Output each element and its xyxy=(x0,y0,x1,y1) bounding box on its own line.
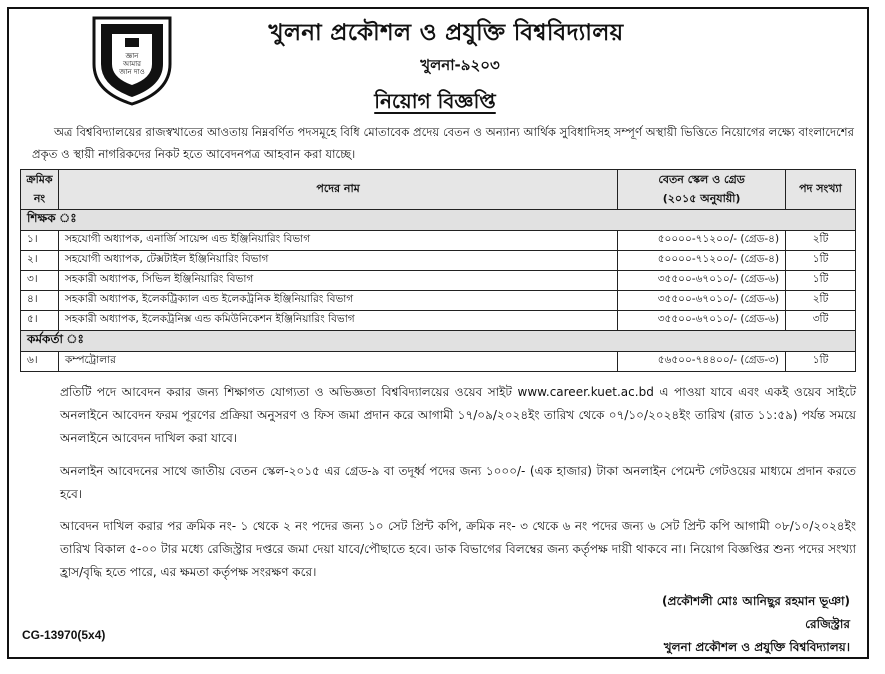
group-label-officer: কর্মকর্তা ঃ xyxy=(21,331,856,352)
header-scale xyxy=(618,170,786,210)
university-city: খুলনা-৯২০৩ xyxy=(420,56,500,74)
row-post-name: সহযোগী অধ্যাপক, এনার্জি সায়েন্স এন্ড ইঞ্জিনিয়ারিং বিভাগ xyxy=(58,231,617,251)
row-post-name: সহকারী অধ্যাপক, ইলেকট্রনিক্স এন্ড কমিউনিকেশন ইঞ্জিনিয়ারিং বিভাগ xyxy=(58,311,617,331)
row-post-count: ২টি xyxy=(786,291,856,311)
table-row xyxy=(21,291,856,311)
header-name: পদের নাম xyxy=(58,170,617,210)
header-scale-main: বেতন স্কেল ও গ্রেড xyxy=(658,172,745,186)
svg-text:জ্ঞান: জ্ঞান xyxy=(125,52,139,60)
row-post-name: সহযোগী অধ্যাপক, টেক্সটাইল ইঞ্জিনিয়ারিং বিভাগ xyxy=(58,251,617,271)
row-pay-scale: ৫০০০০-৭১২০০/- (গ্রেড-৪) xyxy=(618,251,786,271)
row-pay-scale: ৫০০০০-৭১২০০/- (গ্রেড-৪) xyxy=(618,231,786,251)
row-sl: ৫। xyxy=(21,311,59,331)
paragraph-application-info: প্রতিটি পদে আবেদন করার জন্য শিক্ষাগত যোগ্যতা ও অভিজ্ঞতা বিশ্ববিদ্যালয়ের ওয়েব সাইট www.career.kuet.ac.bd এ পাওয়া যাবে এবং একই ওয়েব সাইটে অনলাইনে আবেদন ফরম পূরণের প্রক্রিয়া অনুসরণ ও ফিস জমা প্রদান করে আগামী ১৭/০৯/২০২৪ইং তারিখ থেকে ০৭/১০/২০২৪ইং তারিখ (রাত ১১:৫৯) পর্যন্ত সময়ে অনলাইনে আবেদন দাখিল করা যাবে। xyxy=(60,385,856,445)
table-row xyxy=(21,311,856,331)
row-sl: ৪। xyxy=(21,291,59,311)
header-count: পদ সংখ্যা xyxy=(786,170,856,210)
university-logo xyxy=(88,14,176,106)
svg-text:জান দাও: জান দাও xyxy=(119,68,145,76)
svg-text:আমার: আমার xyxy=(123,60,141,68)
row-post-count: ৩টি xyxy=(786,311,856,331)
posts-table xyxy=(20,169,856,372)
row-post-count: ১টি xyxy=(786,251,856,271)
signatory-organization: খুলনা প্রকৌশল ও প্রযুক্তি বিশ্ববিদ্যালয়। xyxy=(663,640,850,654)
header-sl: ক্রমিক নং xyxy=(21,170,59,210)
row-sl: ২। xyxy=(21,251,59,271)
row-post-name: সহকারী অধ্যাপক, সিভিল ইঞ্জিনিয়ারিং বিভাগ xyxy=(58,271,617,291)
row-post-count: ১টি xyxy=(786,271,856,291)
paragraph-payment-info: অনলাইন আবেদনের সাথে জাতীয় বেতন স্কেল-২০১৫ এর গ্রেড-৯ বা তদূর্ধ্ব পদের জন্য ১০০০/- (এক হাজার) টাকা অনলাইন পেমেন্ট গেটওয়ের মাধ্যমে প্রদান করতে হবে। xyxy=(60,464,856,501)
university-name: খুলনা প্রকৌশল ও প্রযুক্তি বিশ্ববিদ্যালয় xyxy=(268,20,624,46)
row-post-name: কম্পট্রোলার xyxy=(58,352,617,372)
row-post-count: ১টি xyxy=(786,352,856,372)
row-pay-scale: ৩৫৫০০-৬৭০১০/- (গ্রেড-৬) xyxy=(618,311,786,331)
row-pay-scale: ৫৬৫০০-৭৪৪০০/- (গ্রেড-৩) xyxy=(618,352,786,372)
paragraph-submission-info: আবেদন দাখিল করার পর ক্রমিক নং- ১ থেকে ২ নং পদের জন্য ১০ সেট প্রিন্ট কপি, ক্রমিক নং- ৩ থেকে ৬ নং পদের জন্য ৬ সেট প্রিন্ট কপি আগামী ০৮/১০/২০২৪ইং তারিখ বিকাল ৫-০০ টার মধ্যে রেজিস্ট্রার দপ্তরে জমা দেয়া যাবে/পৌছাতে হবে। ডাক বিভাগের বিলম্বের জন্য কর্তৃপক্ষ দায়ী থাকবে না। নিয়োগ বিজ্ঞপ্তির শুন্য পদের সংখ্যা হ্রাস/বৃদ্ধি হতে পারে, এর ক্ষমতা কর্তৃপক্ষ সংরক্ষণ করে। xyxy=(60,519,856,579)
intro-paragraph: অত্র বিশ্ববিদ্যালয়ের রাজস্বখাতের আওতায় নিম্নবর্ণিত পদসমূহে বিধি মোতাবেক প্রদেয় বেতন ও অন্যান্য আর্থিক সুবিধাদিসহ সম্পূর্ণ অস্থায়ী ভিত্তিতে নিয়োগের লক্ষ্যে বাংলাদেশের প্রকৃত ও স্থায়ী নাগরিকদের নিকট হতে আবেদনপত্র আহবান করা যাচ্ছে। xyxy=(32,125,854,161)
row-sl: ১। xyxy=(21,231,59,251)
row-pay-scale: ৩৫৫০০-৬৭০১০/- (গ্রেড-৬) xyxy=(618,291,786,311)
row-post-name: সহকারী অধ্যাপক, ইলেকট্রিক্যাল এন্ড ইলেকট্রনিক ইঞ্জিনিয়ারিং বিভাগ xyxy=(58,291,617,311)
header-scale-sub: (২০১৫ অনুযায়ী) xyxy=(662,191,741,205)
row-post-count: ২টি xyxy=(786,231,856,251)
table-row xyxy=(21,231,856,251)
row-sl: ৬। xyxy=(21,352,59,372)
table-header-row xyxy=(21,170,856,210)
row-pay-scale: ৩৫৫০০-৬৭০১০/- (গ্রেড-৬) xyxy=(618,271,786,291)
signatory-title: রেজিস্ট্রার xyxy=(805,617,850,631)
signature-block xyxy=(520,590,850,659)
group-label-teacher: শিক্ষক ঃ xyxy=(21,210,856,231)
notice-title: নিয়োগ বিজ্ঞপ্তি xyxy=(374,89,496,113)
table-row xyxy=(21,352,856,372)
publication-code: CG-13970(5x4) xyxy=(22,628,106,642)
table-row xyxy=(21,251,856,271)
group-row-teacher xyxy=(21,210,856,231)
table-row xyxy=(21,271,856,291)
row-sl: ৩। xyxy=(21,271,59,291)
group-row-officer xyxy=(21,331,856,352)
signatory-name: (প্রকৌশলী মোঃ আনিছুর রহমান ভূঞা) xyxy=(662,594,850,608)
